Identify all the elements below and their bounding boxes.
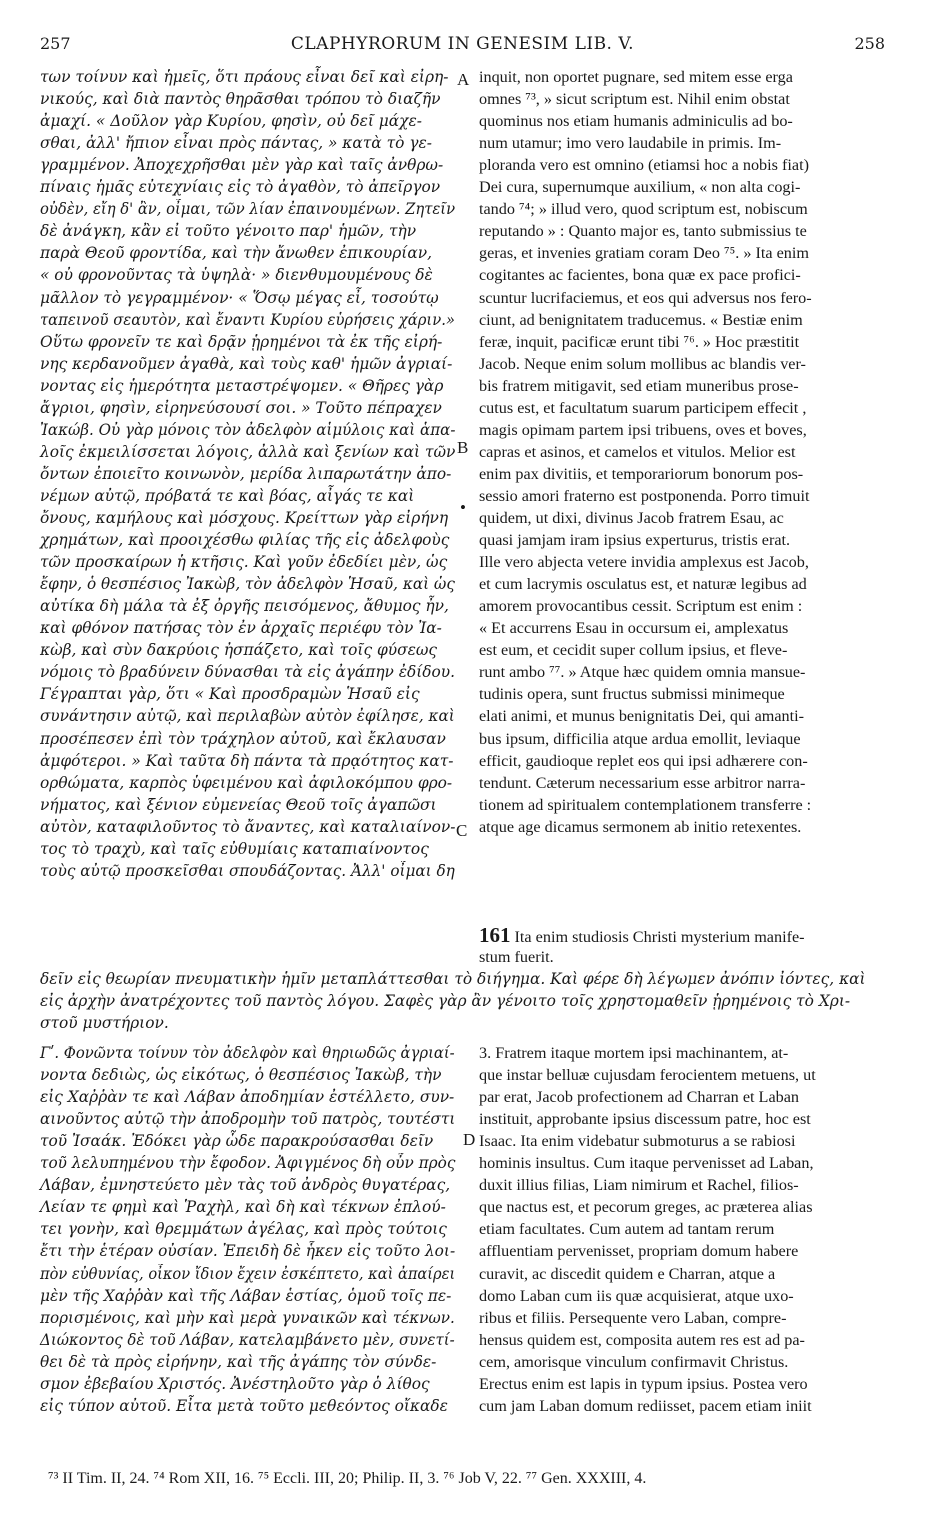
margin-bullet: • (460, 498, 466, 517)
latin-top-line: ciunt, ad benignitatem traducemus. « Bestiæ enim (479, 310, 803, 329)
latin-top-line: sessio amori fraterno est postponenda. Porro timuit (479, 486, 810, 505)
margin-letter-c: C (456, 821, 468, 840)
latin-top-line: enim pax divitiis, et temporariorum bonorum pos- (479, 464, 804, 483)
greek-top-line: ἀμφότεροι. » Καὶ ταῦτα δὴ πάντα τὰ πρᾳότητος κατ- (40, 751, 454, 770)
marginal-number-161: 161 (479, 923, 511, 947)
latin-top-line: reputando » : Quanto major es, tanto submissius te (479, 222, 807, 241)
greek-top-line: καὶ φθόνον πατήσας τὸν ἐν ἀρχαῖς περιέφυ τὸν Ἰα- (40, 619, 442, 638)
latin-top-line: runt ambo ⁷⁷. » Atque hæc quidem omnia mansue- (479, 663, 806, 682)
greek-top-line: αὐτὸν, καταφιλοῦντος τὸ ἄναντες, καὶ καταλιαίνον- (40, 817, 456, 836)
greek-top-line: τῶν προσκαίρων ἡ κτῆσις. Καὶ γοῦν ἐδεδίει μὲν, ὡς (40, 553, 448, 572)
latin-top-line: tando ⁷⁴; » illud vero, quod scriptum est, nobiscum (479, 200, 808, 219)
greek-top-line: ἔφην, ὁ θεσπέσιος Ἰακὼβ, τὸν ἀδελφὸν Ἡσαῦ, καὶ ὡς (40, 575, 455, 594)
greek-top-line: Γέγραπται γὰρ, ὅτι « Καὶ προσδραμὼν Ἡσαῦ εἰς (40, 685, 420, 704)
latin-bottom-line: curavit, ac discedit quidem e Charran, atque a (479, 1264, 776, 1283)
latin-top-line: Ille vero abjecta vetere invidia amplexus est Jacob, (479, 553, 809, 572)
greek-top-line: ὄνους, καμήλους καὶ μόσχους. Κρείττων γὰρ εἰρήνη (40, 509, 449, 527)
greek-top-line: προσέπεσεν ἐπὶ τὸν τράχηλον αὐτοῦ, καὶ ἔκλαυσαν (40, 729, 446, 748)
greek-top-line: τοὺς αὐτῷ προσκεῖσθαι σπουδάζοντας. Ἀλλ' οἶμαι δη (40, 861, 455, 880)
latin-top-line: quominus nos etiam humanis adminiculis ad bo- (479, 112, 793, 131)
greek-top-line: Οὕτω φρονεῖν τε καὶ δρᾷν ᾑρημένοι τὰ ἐκ τῆς εἰρή- (40, 332, 443, 351)
latin-bottom-line: cem, amorisque vinculum confirmavit Christus. (479, 1352, 789, 1371)
greek-top-line: συνάντησιν αὐτῷ, καὶ περιλαβὼν αὐτὸν ἐφίλησε, καὶ (40, 707, 455, 726)
latin-top-line: Jacob. Neque enim solum mollibus ac blandis ver- (479, 354, 806, 373)
latin-top-line: ploranda vero est omnino (etiamsi hoc a nobis fiat) (479, 156, 809, 175)
latin-top-line: est eum, et cecidit super collum ipsius, et fleve- (479, 641, 788, 660)
greek-top-line: πίναις ἡμᾶς εὐτεχνίαις εἰς τὸ ἀγαθὸν, τὸ ἀπεῖργον (40, 178, 441, 197)
latin-line-161 (479, 924, 805, 948)
latin-top-line: geras, et invenies gratiam coram Deo ⁷⁵. » Ita enim (479, 244, 809, 263)
latin-bottom-line: ribus et filiis. Persequente vero Laban, compre- (479, 1308, 787, 1327)
greek-top-line: λοῖς ἐκμειλίσσεται λόγοις, ἀλλὰ καὶ ξενίων καὶ τῶν (40, 442, 456, 461)
greek-top-line: νης κερδανοῦμεν ἀγαθὰ, καὶ τοὺς καθ' ἡμῶν ἀγριαί- (40, 354, 453, 373)
latin-top-line: num utamur; imo vero laudabile in primis. Im- (479, 134, 782, 153)
greek-top-line: των τοίνυν καὶ ἡμεῖς, ὅτι πράους εἶναι δεῖ καὶ εἰρη- (40, 68, 449, 86)
latin-top-line: tendunt. Cæterum necessarium esse arbitror narra- (479, 773, 806, 792)
greek-top-line: μᾶλλον τὸ γεγραμμένον· « Ὅσῳ μέγας εἶ, τοσούτῳ (40, 288, 439, 307)
greek-top-line: τος τὸ τραχὺ, καὶ ταῖς εὐθυμίαις καταπιαίνοντος (40, 839, 429, 858)
greek-bottom-line: τοῦ λελυπημένου τὴν ἔφοδον. Ἀφιγμένος δὴ οὖν πρὸς (40, 1154, 456, 1173)
latin-top-line: cogitantes ac facientes, bona quæ ex pace profici- (479, 266, 801, 285)
latin-bottom-line: instituit, approbante ipsius discessum patre, hoc est (479, 1110, 811, 1129)
greek-top-line: ορθώματα, καρπὸς ὑφειμένου καὶ ἀφιλοκόμπου φρο- (40, 773, 453, 792)
greek-top-line: νόμοις τὸ βραδύνειν δύνασθαι τὰ εἰς ἀγάπην ἐδίδου. (40, 663, 455, 682)
latin-top-line: tudinis opera, sunt fructus submissi minimeque (479, 685, 785, 704)
latin-top-line: quidem, ut dixi, divinus Jacob fratrem Esau, ac (479, 509, 784, 527)
greek-top-line: σθαι, ἀλλ' ἤπιον εἶναι πρὸς πάντας, » κατὰ τὸ γε- (40, 134, 432, 153)
greek-bottom-line: εἰς τύπον αὐτοῦ. Εἶτα μετὰ τοῦτο μεθεόντος οἴκαδε (40, 1396, 448, 1415)
margin-letter-a: A (457, 70, 470, 89)
greek-bottom-line: Διώκοντος δὲ τοῦ Λάβαν, κατελαμβάνετο μὲν, συνετί- (40, 1330, 455, 1349)
latin-bottom-line: etiam facultates. Cum autem ad tantam rerum (479, 1220, 775, 1239)
latin-top-line: inquit, non oportet pugnare, sed mitem esse erga (479, 68, 793, 86)
greek-top-line: παρὰ Θεοῦ φροντίδα, καὶ τὴν ἄνωθεν ἐπικουρίαν, (40, 244, 432, 263)
greek-bottom-line: θει δὲ τὰ πρὸς εἰρήνην, καὶ τῆς ἀγάπης τὸν σύνδε- (40, 1352, 437, 1371)
latin-top-line: omnes ⁷³, » sicut scriptum est. Nihil enim obstat (479, 90, 790, 109)
greek-bottom-line: Γʹ. Φονῶντα τοίνυν τὸν ἀδελφὸν καὶ θηριωδῶς ἀγριαί- (40, 1044, 455, 1062)
latin-top-line: et cum lacrymis osculatus est, et naturæ legibus ad (479, 575, 807, 594)
greek-wide-line: εἰς ἀρχὴν ἀνατρέχοντες τοῦ παντὸς λόγου. Σαφὲς γὰρ ἂν γένοιτο τοῖς χρηστομαθεῖν ᾑρημένοις τὸ Χρι- (40, 992, 851, 1011)
greek-bottom-line: τοῦ Ἰσαάκ. Ἐδόκει γὰρ ὧδε παρακρούσασθαι δεῖν (40, 1132, 434, 1151)
latin-line-161-cont: stum fuerit. (479, 948, 554, 966)
greek-top-line: ὄντων ἐποιεῖτο κοινωνὸν, μερίδα λιπαρωτάτην ἀπο- (40, 464, 452, 483)
latin-bottom-line: cum jam Laban domum rediisset, pacem etiam iniit (479, 1396, 812, 1415)
latin-top-line: bis fratrem mitigavit, sed etiam muneribus prose- (479, 376, 799, 395)
greek-top-line: ἀμαχί. « Δοῦλον γὰρ Κυρίου, φησὶν, οὐ δεῖ μάχε- (40, 112, 422, 131)
latin-bottom-line: domo Laban cum iis quæ acquisierat, atque uxo- (479, 1286, 794, 1305)
greek-top-line: νέμων αὐτῷ, πρόβατά τε καὶ βόας, αἶγάς τε καὶ (40, 486, 415, 505)
greek-bottom-line: αινοῦντος αὐτῷ τὴν ἀποδρομὴν τοῦ πατρὸς, τουτέστι (40, 1110, 456, 1129)
margin-letter-b: B (457, 438, 469, 457)
greek-top-line: οὐδὲν, εἴη δ' ἂν, οἶμαι, τῶν λίαν ἐπαινουμένων. Ζητεῖν (40, 200, 456, 219)
greek-top-line: ἄγριοι, φησὶν, εἰρηνεύσουσί σοι. » Τοῦτο πέπραχεν (40, 398, 442, 417)
margin-letter-d: D (463, 1130, 476, 1149)
latin-bottom-line: hominis insultus. Cum itaque pervenisset ad Laban, (479, 1154, 814, 1173)
greek-bottom-line: Λάβαν, ἐμνηστεύετο μὲν τὰς τοῦ ἀνδρὸς θυγατέρας, (40, 1176, 451, 1195)
greek-top-line: κὼβ, καὶ σὺν δακρύοις ἠσπάζετο, καὶ τοῖς φύσεως (40, 641, 438, 660)
latin-top-line: scuntur lucrifaciemus, et eos qui adversus nos fero- (479, 288, 812, 307)
latin-bottom-line: hensus quidem est, composita autem res est ad pa- (479, 1330, 805, 1349)
greek-bottom-line: τει γονὴν, καὶ θρεμμάτων ἀγέλας, καὶ πρὸς τούτοις (40, 1220, 447, 1239)
latin-bottom-line: que instar belluæ cujusdam ferocientem metuens, ut (479, 1066, 816, 1085)
greek-top-line: ταπεινοῦ σεαυτὸν, καὶ ἔναντι Κυρίου εὑρήσεις χάριν.» (40, 310, 455, 329)
latin-bottom-line: affluentiam pervenisset, propriam domum habere (479, 1242, 799, 1261)
footnotes: ⁷³ II Tim. II, 24. ⁷⁴ Rom XII, 16. ⁷⁵ Eccli. III, 20; Philip. II, 3. ⁷⁶ Job V, 22. ⁷⁷ Gen. XXXIII, 4. (48, 1470, 647, 1487)
latin-top-line: capras et asinos, et camelos et vitulos. Melior est (479, 442, 796, 461)
greek-top-line: Ἰακώβ. Οὐ γὰρ μόνοις τὸν ἀδελφὸν αἱμύλοις καὶ ἁπα- (40, 420, 456, 439)
latin-top-line: amorem provocantibus cessit. Scriptum est enim : (479, 597, 803, 616)
greek-bottom-line: Λείαν τε φημὶ καὶ Ῥαχὴλ, καὶ δὴ καὶ τέκνων ἐπλού- (40, 1198, 446, 1217)
greek-bottom-line: σμον ἐβεβαίου Χριστός. Ἀνέστηλοῦτο γὰρ ὁ λίθος (40, 1374, 430, 1393)
greek-top-line: νοντας εἰς ἡμερότητα μεταστρέψομεν. « Θῆρες γὰρ (40, 376, 444, 395)
latin-top-line: Dei cura, supernumque auxilium, « non alta cogi- (479, 178, 801, 197)
greek-top-line: γραμμένον. Ἀποχεχρῆσθαι μὲν γὰρ καὶ ταῖς ἀνθρω- (40, 156, 444, 175)
latin-bottom-line: Isaac. Ita enim videbatur submoturus a se rabiosi (479, 1132, 796, 1151)
greek-wide-line: δεῖν εἰς θεωρίαν πνευματικὴν ἡμῖν μεταπλάττεσθαι τὸ διήγημα. Καὶ φέρε δὴ λέγωμεν ἀνόπιν ἰόντες, καὶ (40, 970, 866, 988)
greek-bottom-line: εἰς Χαῤῥὰν τε καὶ Λάβαν ἀποδημίαν ἐστέλλετο, συν- (40, 1088, 455, 1107)
latin-top-line: bus ipsum, difficilia atque ardua emollit, leviaque (479, 729, 801, 748)
greek-bottom-line: νοντα δεδιὼς, ὡς εἰκότως, ὁ θεσπέσιος Ἰακὼβ, τὴν (40, 1066, 442, 1085)
greek-top-line: « οὐ φρονοῦντας τὰ ὑψηλὰ· » διενθυμουμένους δὲ (40, 266, 433, 285)
latin-top-line: feræ, inquit, pacificæ erunt tibi ⁷⁶. » Hoc præstitit (479, 332, 800, 351)
latin-top-line: tionem ad spiritualem contemplationem transferre : (479, 795, 812, 814)
latin-top-line: efficit, gaudioque replet eos qui ipsi adhærere con- (479, 751, 808, 770)
latin-text-161: Ita enim studiosis Christi mysterium manife- (514, 928, 805, 946)
greek-bottom-line: πορισμένοις, καὶ μὴν καὶ μερὰ γυναικῶν καὶ τέκνων. (40, 1308, 455, 1327)
latin-bottom-line: duxit illius filias, Liam nimirum et Rachel, filios- (479, 1176, 799, 1195)
latin-bottom-line: 3. Fratrem itaque mortem ipsi machinantem, at- (479, 1044, 789, 1062)
latin-bottom-line: que nactus est, et pecorum greges, ac præterea alias (479, 1198, 813, 1217)
running-title: CLAPHYRORUM IN GENESIM LIB. V. (290, 34, 635, 54)
latin-bottom-line: par erat, Jacob profectionem ad Charran et Laban (479, 1088, 799, 1107)
greek-top-line: νήματος, καὶ ξένιον εὐμενείας Θεοῦ τοῖς ἀγαπῶσι (40, 795, 437, 814)
page-number-left: 257 (40, 34, 71, 53)
greek-bottom-line: πὸν εὐθυνίας, οἶκον ἴδιον ἔχειν ἐσκέπτετο, καὶ ἀπαίρει (40, 1264, 456, 1283)
greek-top-line: χρημάτων, καὶ προοιχέσθω φιλίας τῆς εἰς ἀδελφοὺς (40, 531, 450, 550)
latin-top-line: elati animi, et munus benignitatis Dei, qui amanti- (479, 707, 805, 726)
latin-top-line: « Et accurrens Esau in occursum ei, amplexatus (479, 619, 789, 638)
latin-top-line: atque age dicamus sermonem ab initio retexentes. (479, 817, 802, 836)
latin-bottom-line: Erectus enim est lapis in typum ipsius. Postea vero (479, 1374, 808, 1393)
page-number-right: 258 (854, 34, 885, 53)
greek-top-line: αὐτίκα δὴ μάλα τὰ ἐξ ὀργῆς πεισόμενος, ἄθυμος ἦν, (40, 597, 449, 616)
greek-wide-line: στοῦ μυστήριον. (40, 1014, 169, 1033)
latin-top-line: quasi jamjam iram ipsius experturus, tristis erat. (479, 531, 791, 550)
greek-top-line: νικούς, καὶ διὰ παντὸς θηρᾶσθαι τρόπου τὸ διαζῆν (40, 90, 441, 109)
greek-bottom-line: ἔτι τὴν ἑτέραν οὐσίαν. Ἐπειδὴ δὲ ἧκεν εἰς τοῦτο λοι- (40, 1242, 456, 1261)
greek-bottom-line: μὲν τῆς Χαῤῥὰν καὶ τῆς Λάβαν ἑστίας, ὁμοῦ τοῖς πε- (40, 1286, 452, 1305)
page-header (40, 34, 885, 56)
latin-top-line: cutus est, et facultatum suarum participem effecit , (479, 398, 807, 417)
greek-top-line: δὲ ἀνάγκη, κἂν εἰ τοῦτο γένοιτο παρ' ἡμῶν, τὴν (40, 222, 417, 241)
latin-top-line: magis opimam partem ipsi tribuens, oves et boves, (479, 420, 807, 439)
